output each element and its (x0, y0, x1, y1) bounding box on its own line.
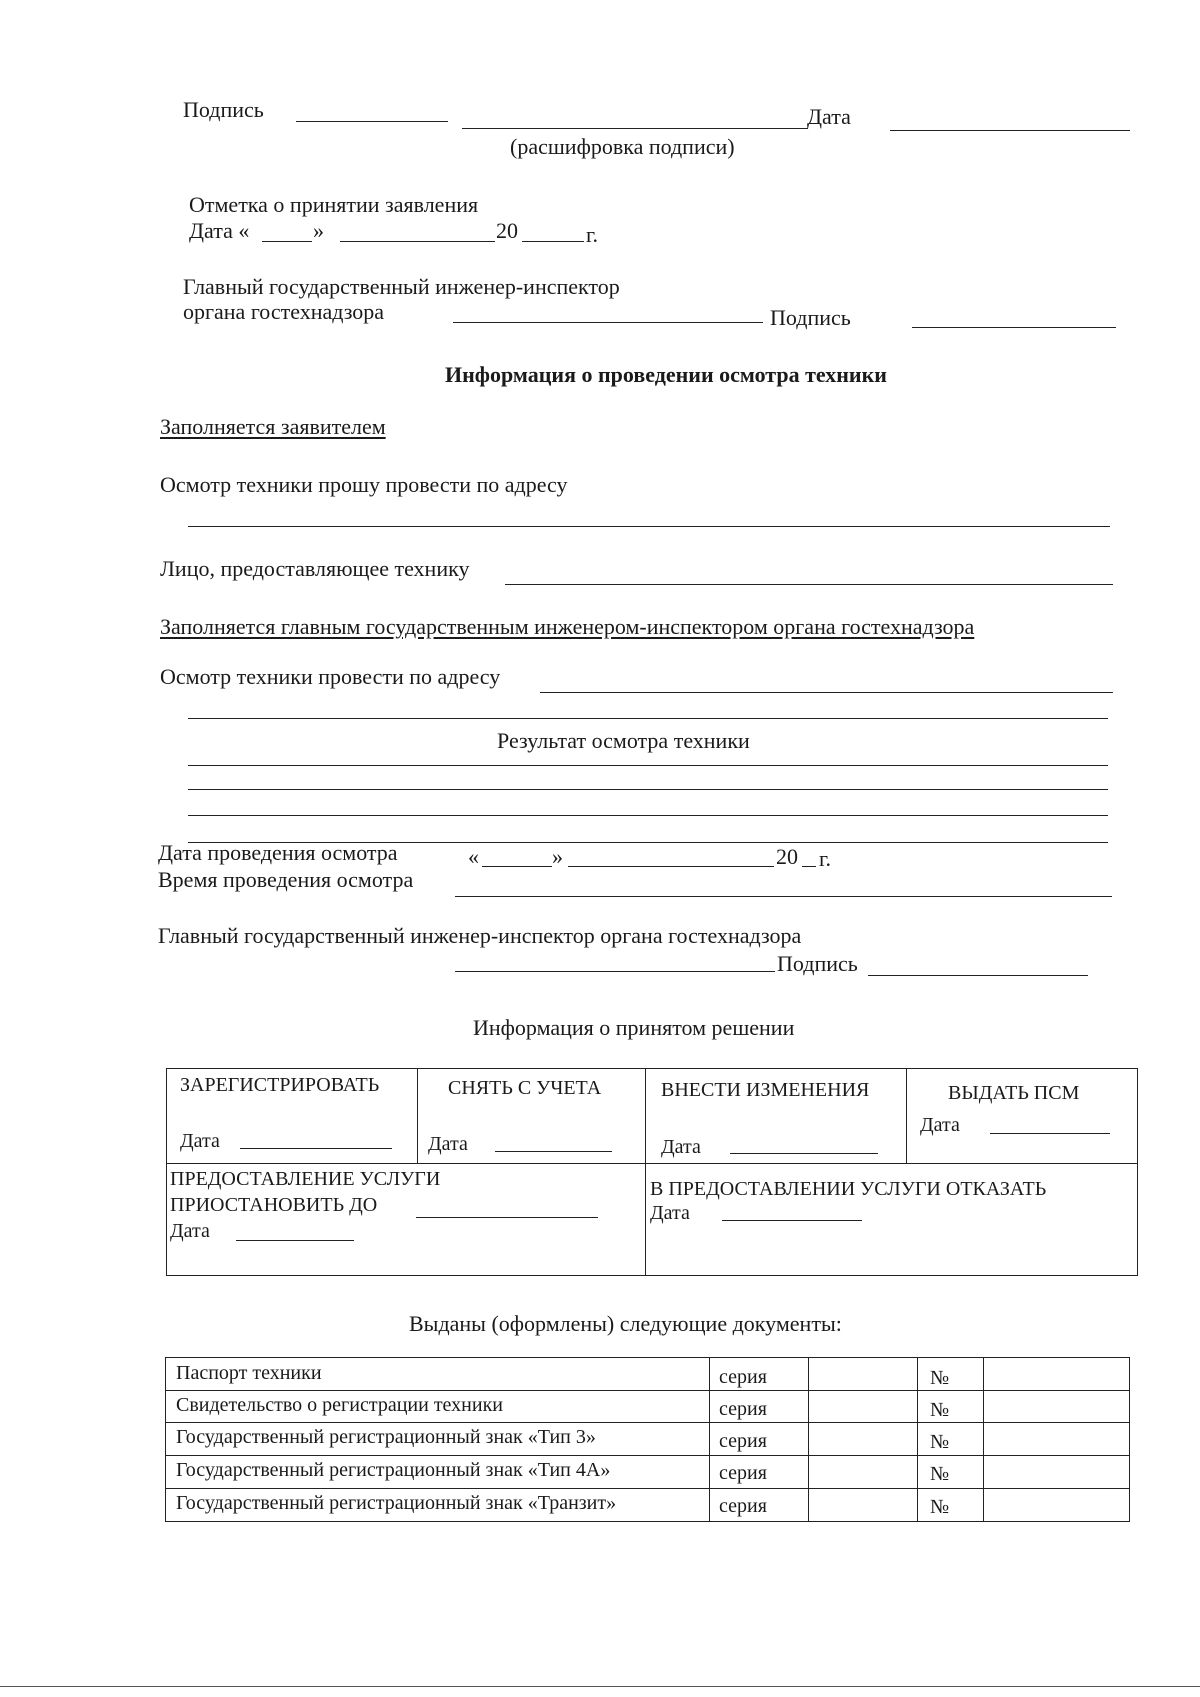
result-line-2[interactable] (188, 789, 1108, 790)
series-label: серия (719, 1495, 767, 1517)
inspection-time-field[interactable] (455, 896, 1112, 897)
document-name: Свидетельство о регистрации техники (176, 1394, 503, 1416)
inspection-signature-field[interactable] (868, 975, 1088, 976)
signature-decoding-field[interactable] (462, 128, 808, 129)
acceptance-inspector-name-field[interactable] (453, 322, 763, 323)
document-name: Государственный регистрационный знак «Тип 3» (176, 1426, 596, 1448)
suspend-line1[interactable]: ПРЕДОСТАВЛЕНИЕ УСЛУГИ (170, 1168, 441, 1190)
date-label: Дата (807, 104, 851, 129)
inspect-address-field[interactable] (540, 692, 1113, 693)
issue-psm-option[interactable]: ВЫДАТЬ ПСМ (948, 1082, 1080, 1104)
modify-option[interactable]: ВНЕСТИ ИЗМЕНЕНИЯ (661, 1079, 870, 1101)
inspection-day-field[interactable] (482, 866, 552, 867)
modify-date-field[interactable] (730, 1153, 878, 1154)
inspector-section-heading: Заполняется главным государственным инженером-инспектором органа гостехнадзора (160, 614, 975, 639)
inspect-address-label: Осмотр техники провести по адресу (160, 664, 501, 689)
register-option[interactable]: ЗАРЕГИСТРИРОВАТЬ (180, 1074, 380, 1096)
signature-field[interactable] (296, 121, 448, 122)
acceptance-signature-label: Подпись (770, 305, 851, 330)
document-name: Государственный регистрационный знак «Тип 4А» (176, 1459, 611, 1481)
acceptance-date-close: » (313, 218, 324, 243)
inspection-inspector-label: Главный государственный инженер-инспектор органа гостехнадзора (158, 923, 802, 948)
inspection-signature-label: Подпись (777, 951, 858, 976)
acceptance-inspector-line2: органа гостехнадзора (183, 299, 385, 324)
acceptance-year-field[interactable] (522, 241, 584, 242)
number-label: № (930, 1496, 950, 1518)
number-label: № (930, 1367, 950, 1389)
inspection-year-prefix: 20 (776, 844, 798, 869)
register-date-field[interactable] (240, 1148, 392, 1149)
result-line-1[interactable] (188, 765, 1108, 766)
inspection-date-label: Дата проведения осмотра (158, 840, 398, 865)
register-date-label: Дата (180, 1130, 220, 1152)
result-label: Результат осмотра техники (497, 728, 750, 753)
acceptance-day-field[interactable] (262, 241, 312, 242)
acceptance-signature-field[interactable] (912, 327, 1116, 328)
inspection-time-label: Время проведения осмотра (158, 867, 414, 892)
acceptance-date-prefix: Дата « (189, 218, 250, 243)
series-label: серия (719, 1366, 767, 1388)
inspection-year-suffix: г. (819, 846, 832, 871)
series-label: серия (719, 1462, 767, 1484)
suspend-until-field[interactable] (416, 1217, 598, 1218)
refuse-date-field[interactable] (722, 1220, 862, 1221)
applicant-section-heading: Заполняется заявителем (160, 414, 386, 439)
issue-psm-date-label: Дата (920, 1114, 960, 1136)
refuse-date-label: Дата (650, 1202, 690, 1224)
issue-psm-date-field[interactable] (990, 1133, 1110, 1134)
signature-decoding-caption: (расшифровка подписи) (510, 134, 735, 159)
provider-person-field[interactable] (505, 584, 1113, 585)
deregister-option[interactable]: СНЯТЬ С УЧЕТА (448, 1077, 602, 1099)
acceptance-year-suffix: г. (586, 222, 599, 247)
result-line-3[interactable] (188, 815, 1108, 816)
series-label: серия (719, 1430, 767, 1452)
decision-title: Информация о принятом решении (473, 1015, 795, 1040)
requested-address-field[interactable] (188, 526, 1110, 527)
deregister-date-field[interactable] (495, 1151, 612, 1152)
refuse-option[interactable]: В ПРЕДОСТАВЛЕНИИ УСЛУГИ ОТКАЗАТЬ (650, 1178, 1047, 1200)
acceptance-year-prefix: 20 (496, 218, 518, 243)
document-name: Государственный регистрационный знак «Транзит» (176, 1492, 617, 1514)
inspection-date-open: « (468, 844, 479, 869)
inspection-year-field[interactable] (802, 866, 816, 867)
modify-date-label: Дата (661, 1136, 701, 1158)
inspection-title: Информация о проведении осмотра техники (445, 362, 887, 387)
inspection-month-field[interactable] (568, 866, 774, 867)
header-date-field[interactable] (890, 130, 1130, 131)
page-edge-divider (0, 1686, 1200, 1687)
acceptance-title: Отметка о принятии заявления (189, 192, 479, 217)
documents-title: Выданы (оформлены) следующие документы: (409, 1311, 842, 1336)
acceptance-inspector-line1: Главный государственный инженер-инспектор (183, 274, 620, 299)
provider-person-label: Лицо, предоставляющее технику (160, 556, 470, 581)
number-label: № (930, 1399, 950, 1421)
deregister-date-label: Дата (428, 1133, 468, 1155)
series-label: серия (719, 1398, 767, 1420)
inspect-address-field-2[interactable] (188, 718, 1108, 719)
acceptance-month-field[interactable] (340, 241, 495, 242)
document-name: Паспорт техники (176, 1362, 322, 1384)
suspend-line2[interactable]: ПРИОСТАНОВИТЬ ДО (170, 1194, 378, 1216)
signature-label: Подпись (183, 97, 264, 122)
number-label: № (930, 1431, 950, 1453)
number-label: № (930, 1463, 950, 1485)
suspend-date-field[interactable] (236, 1240, 354, 1241)
inspection-inspector-name-field[interactable] (455, 971, 775, 972)
requested-address-label: Осмотр техники прошу провести по адресу (160, 472, 568, 497)
suspend-date-label: Дата (170, 1220, 210, 1242)
inspection-date-close: » (552, 844, 563, 869)
